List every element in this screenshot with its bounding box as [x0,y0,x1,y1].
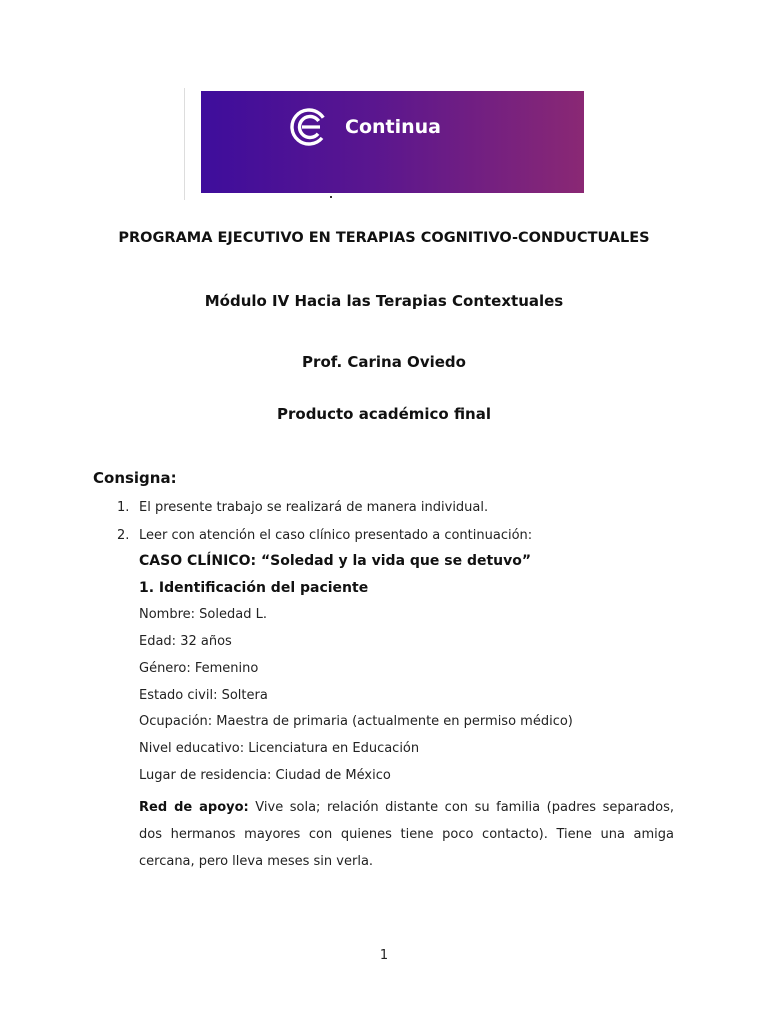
patient-education-field: Nivel educativo: Licenciatura en Educación [139,741,420,756]
brand-banner [201,91,584,193]
banner-marker [330,196,332,198]
list-item-text: Leer con atención el caso clínico presentado a continuación: [139,528,533,543]
page-number: 1 [379,948,389,963]
list-item-text: El presente trabajo se realizará de manera individual. [139,500,489,515]
header-banner [184,88,585,200]
brand-logo [288,106,441,148]
patient-name-field: Nombre: Soledad L. [139,607,267,622]
list-item-number: 2. [117,528,130,543]
support-network-label: Red de apoyo: [139,800,249,815]
module-title: Módulo IV Hacia las Terapias Contextuales [204,292,564,310]
case-title: CASO CLÍNICO: “Soledad y la vida que se detuvo” [139,553,532,569]
list-item [117,500,488,515]
patient-marital-status-field: Estado civil: Soltera [139,688,268,703]
professor-name: Prof. Carina Oviedo [302,353,466,371]
patient-gender-field: Género: Femenino [139,661,259,676]
support-network-text: Vive sola; relación distante con su familia (padres separados, dos hermanos mayores con quienes tiene poco contacto). Tiene una amiga cercana, pero lleva meses sin verla. [139,800,674,869]
support-network-paragraph [139,794,674,875]
patient-identification-title: 1. Identificación del paciente [139,580,369,596]
continua-logo-icon [288,106,342,148]
brand-name: Continua [345,116,441,138]
list-item-number: 1. [117,500,130,515]
consigna-heading: Consigna: [93,469,177,487]
program-title: PROGRAMA EJECUTIVO EN TERAPIAS COGNITIVO-CONDUCTUALES [118,230,650,246]
patient-age-field: Edad: 32 años [139,634,232,649]
product-title: Producto académico final [277,405,491,423]
list-item [117,528,532,543]
patient-residence-field: Lugar de residencia: Ciudad de México [139,768,391,783]
patient-occupation-field: Ocupación: Maestra de primaria (actualmente en permiso médico) [139,714,573,729]
